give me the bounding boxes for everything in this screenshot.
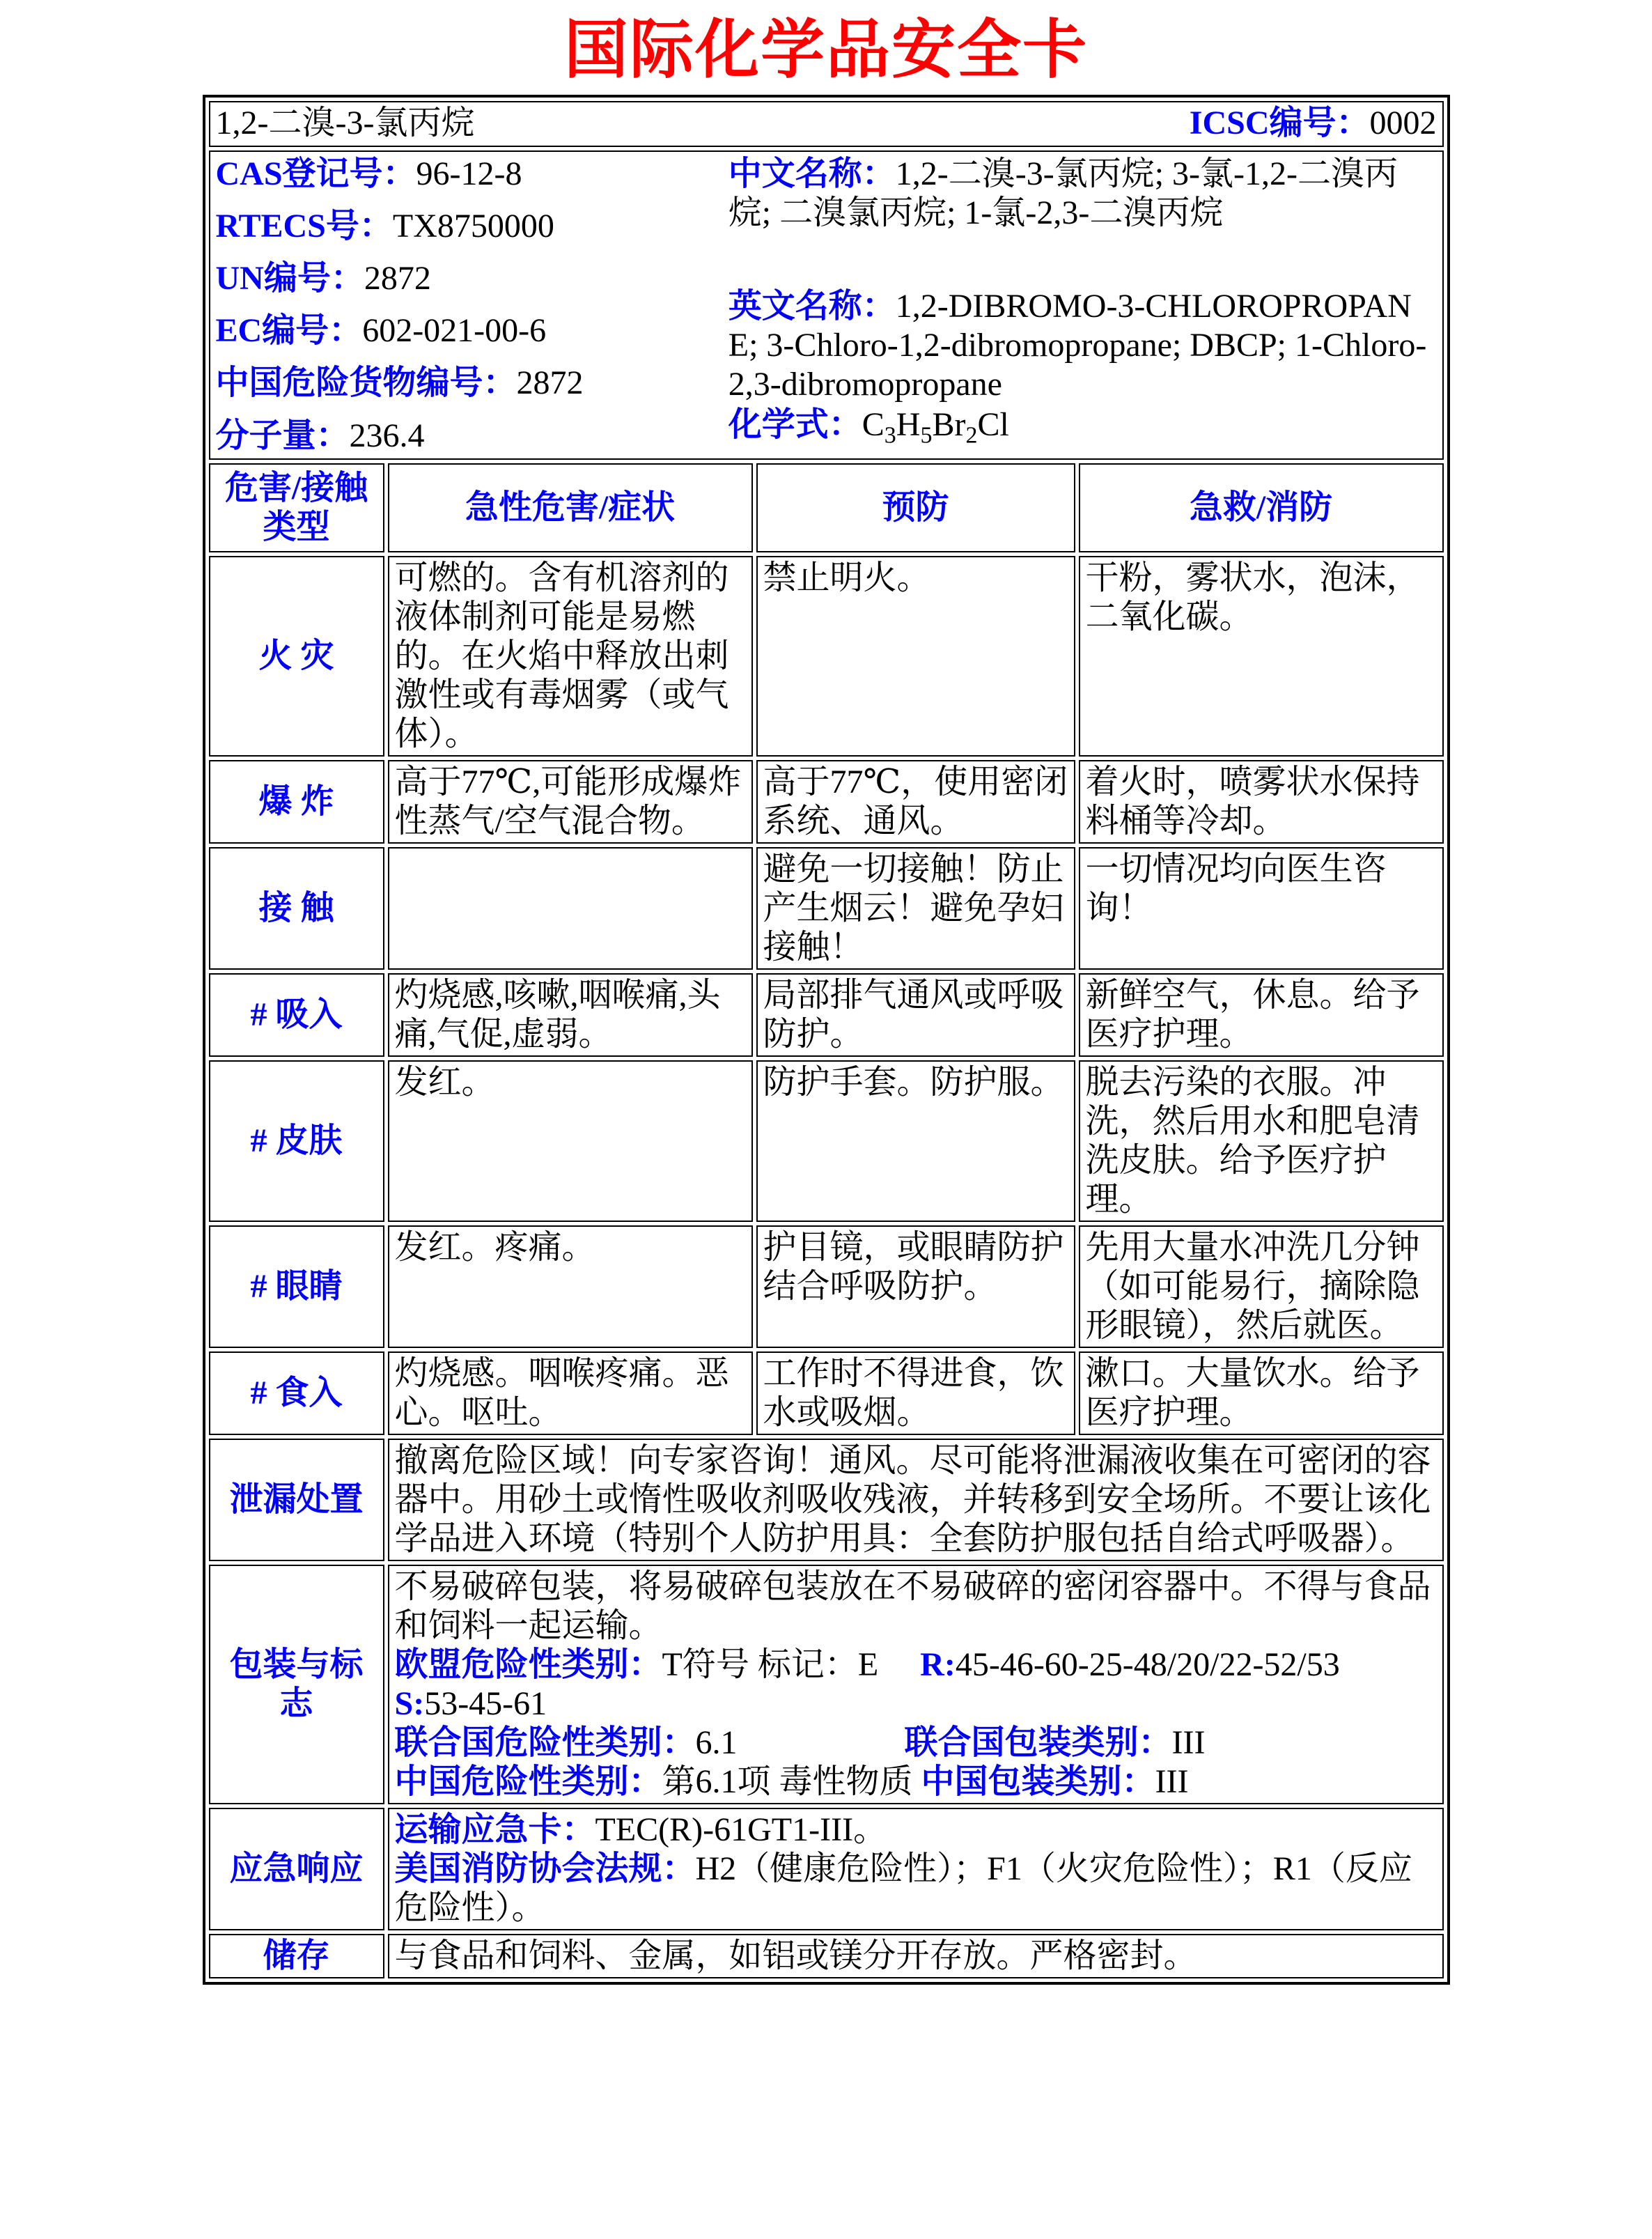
rtecs-number: RTECS号：TX8750000 [215, 208, 554, 245]
emergency-label: 应急响应 [209, 1808, 384, 1930]
inhalation-prevention: 局部排气通风或呼吸防护。 [756, 973, 1075, 1057]
skin-prevention: 防护手套。防护服。 [756, 1060, 1075, 1222]
hazard-row-explosion [209, 760, 1444, 844]
packaging-eu-class-line [395, 1645, 1437, 1684]
row-label-inhalation: # 吸入 [209, 973, 384, 1057]
hazard-row-eyes [209, 1225, 1444, 1348]
explosion-firstaid: 着火时，喷雾状水保持料桶等冷却。 [1079, 760, 1444, 844]
un-number: UN编号：2872 [215, 260, 431, 297]
packaging-transport-note: 不易破碎包装，将易破碎包装放在不易破碎的密闭容器中。不得与食品和饲料一起运输。 [394, 1567, 1431, 1644]
explosion-symptoms: 高于77℃,可能形成爆炸性蒸气/空气混合物。 [388, 760, 753, 844]
cn-class-value: 第6.1项 毒性物质 [662, 1762, 913, 1800]
header-type: 危害/接触类型 [209, 463, 384, 552]
safety-card-table [203, 95, 1450, 1985]
fire-firstaid: 干粉，雾状水，泡沫，二氧化碳。 [1079, 556, 1444, 757]
packaging-un-line [395, 1723, 1437, 1762]
fire-prevention: 禁止明火。 [756, 556, 1075, 757]
un-pack-label: 联合国包装类别： [904, 1723, 1172, 1761]
row-label-ingestion: # 食入 [209, 1351, 384, 1435]
tec-value: TEC(R)-61GT1-III。 [595, 1811, 887, 1848]
r-phrases-value: 45-46-60-25-48/20/22-52/53 [955, 1645, 1340, 1683]
s-phrases-value: 53-45-61 [424, 1684, 547, 1722]
icsc-number-value: 0002 [1369, 104, 1437, 141]
ingestion-firstaid: 漱口。大量饮水。给予医疗护理。 [1079, 1351, 1444, 1435]
hazard-row-fire [209, 556, 1444, 757]
nfpa-value: H2（健康危险性）；F1（火灾危险性）；R1（反应危险性）。 [394, 1850, 1412, 1926]
row-label-skin: # 皮肤 [209, 1060, 384, 1222]
header-firstaid: 急救/消防 [1079, 463, 1444, 552]
ingestion-symptoms: 灼烧感。咽喉疼痛。恶心。呕吐。 [388, 1351, 753, 1435]
packaging-cn-line [395, 1762, 1437, 1802]
packaging-row [209, 1565, 1444, 1804]
tec-label: 运输应急卡： [394, 1811, 595, 1848]
hazard-row-ingestion [209, 1351, 1444, 1435]
eu-class-value: T符号 标记：E [662, 1645, 879, 1683]
name-cell [209, 101, 1444, 147]
info-cell [209, 150, 1444, 460]
inhalation-symptoms: 灼烧感,咳嗽,咽喉痛,头痛,气促,虚弱。 [388, 973, 753, 1057]
packaging-label: 包装与标志 [209, 1565, 384, 1804]
hazard-row-skin [209, 1060, 1444, 1222]
name-list [728, 153, 1437, 457]
storage-text: 与食品和饲料、金属，如铝或镁分开存放。严格密封。 [388, 1934, 1444, 1978]
exposure-symptoms [388, 847, 753, 970]
eyes-firstaid: 先用大量水冲洗几分钟（如可能易行，摘除隐形眼镜），然后就医。 [1079, 1225, 1444, 1348]
un-pack-value: III [1171, 1723, 1206, 1761]
cas-number: CAS登记号：96-12-8 [215, 155, 522, 192]
exposure-firstaid: 一切情况均向医生咨询！ [1079, 847, 1444, 970]
page-title: 国际化学品安全卡 [563, 15, 1088, 86]
icsc-number-label: ICSC编号： [1189, 104, 1370, 141]
hazard-row-exposure [209, 847, 1444, 970]
un-class-value: 6.1 [695, 1723, 738, 1761]
row-label-exposure: 接 触 [209, 847, 384, 970]
molecular-weight: 分子量：236.4 [215, 417, 425, 454]
row-label-explosion: 爆 炸 [209, 760, 384, 844]
cn-pack-label: 中国包装类别： [921, 1762, 1155, 1800]
spill-text: 撤离危险区域！向专家咨询！通风。尽可能将泄漏液收集在可密闭的容器中。用砂土或惰性吸收剂吸收残液，并转移到安全场所。不要让该化学品进入环境（特别个人防护用具：全套防护服包括自给式呼吸器）。 [388, 1439, 1444, 1561]
storage-label: 储存 [209, 1934, 384, 1978]
emergency-row [209, 1808, 1444, 1930]
exposure-prevention: 避免一切接触！防止产生烟云！避免孕妇接触！ [756, 847, 1075, 970]
header-prevention: 预防 [756, 463, 1075, 552]
spill-label: 泄漏处置 [209, 1439, 384, 1561]
skin-firstaid: 脱去污染的衣服。冲洗，然后用水和肥皂清洗皮肤。给予医疗护理。 [1079, 1060, 1444, 1222]
cn-class-label: 中国危险性类别： [394, 1762, 662, 1800]
chemical-formula [728, 405, 1437, 456]
explosion-prevention: 高于77℃，使用密闭系统、通风。 [756, 760, 1075, 844]
eu-class-label: 欧盟危险性类别： [394, 1645, 662, 1683]
skin-symptoms: 发红。 [388, 1060, 753, 1222]
hazard-header-row [209, 463, 1444, 552]
chinese-names: 中文名称：1,2-二溴-3-氯丙烷; 3-氯-1,2-二溴丙烷; 二溴氯丙烷; 1-氯-2,3-二溴丙烷 [728, 155, 1398, 231]
eyes-symptoms: 发红。疼痛。 [388, 1225, 753, 1348]
ingestion-prevention: 工作时不得进食，饮水或吸烟。 [756, 1351, 1075, 1435]
transport-emergency-card-line [395, 1811, 1437, 1850]
header-symptoms: 急性危害/症状 [388, 463, 753, 552]
hazard-row-inhalation [209, 973, 1444, 1057]
info-row [209, 150, 1444, 460]
identifier-list [216, 153, 728, 457]
un-class-label: 联合国危险性类别： [394, 1723, 696, 1761]
row-label-eyes: # 眼睛 [209, 1225, 384, 1348]
nfpa-label: 美国消防协会法规： [394, 1850, 696, 1887]
storage-row [209, 1934, 1444, 1978]
nfpa-line [395, 1850, 1437, 1928]
chemical-name: 1,2-二溴-3-氯丙烷 [215, 104, 475, 141]
ec-number: EC编号：602-021-00-6 [215, 312, 547, 350]
icsc-number [1190, 104, 1437, 143]
formula-value: $C_3H_5Br_2Cl$ [862, 406, 1009, 449]
spill-row [209, 1439, 1444, 1561]
inhalation-firstaid: 新鲜空气，休息。给予医疗护理。 [1079, 973, 1444, 1057]
s-phrases-label: S: [394, 1684, 425, 1722]
eyes-prevention: 护目镜，或眼睛防护结合呼吸防护。 [756, 1225, 1075, 1348]
formula-label: 化学式： [728, 406, 862, 443]
english-names: 英文名称：1,2-DIBROMO-3-CHLOROPROPANE; 3-Chloro-1,2-dibromopropane; DBCP; 1-Chloro-2,3-dibromopropane [728, 288, 1427, 403]
fire-symptoms: 可燃的。含有机溶剂的液体制剂可能是易燃的。在火焰中释放出刺激性或有毒烟雾（或气体）。 [388, 556, 753, 757]
name-row [209, 101, 1444, 147]
packaging-content [388, 1565, 1444, 1804]
row-label-fire: 火 灾 [209, 556, 384, 757]
china-dg-number: 中国危险货物编号：2872 [215, 364, 584, 402]
packaging-s-phrases-line [395, 1684, 1437, 1723]
r-phrases-label: R: [920, 1645, 956, 1683]
cn-pack-value: III [1155, 1762, 1189, 1800]
emergency-content [388, 1808, 1444, 1930]
